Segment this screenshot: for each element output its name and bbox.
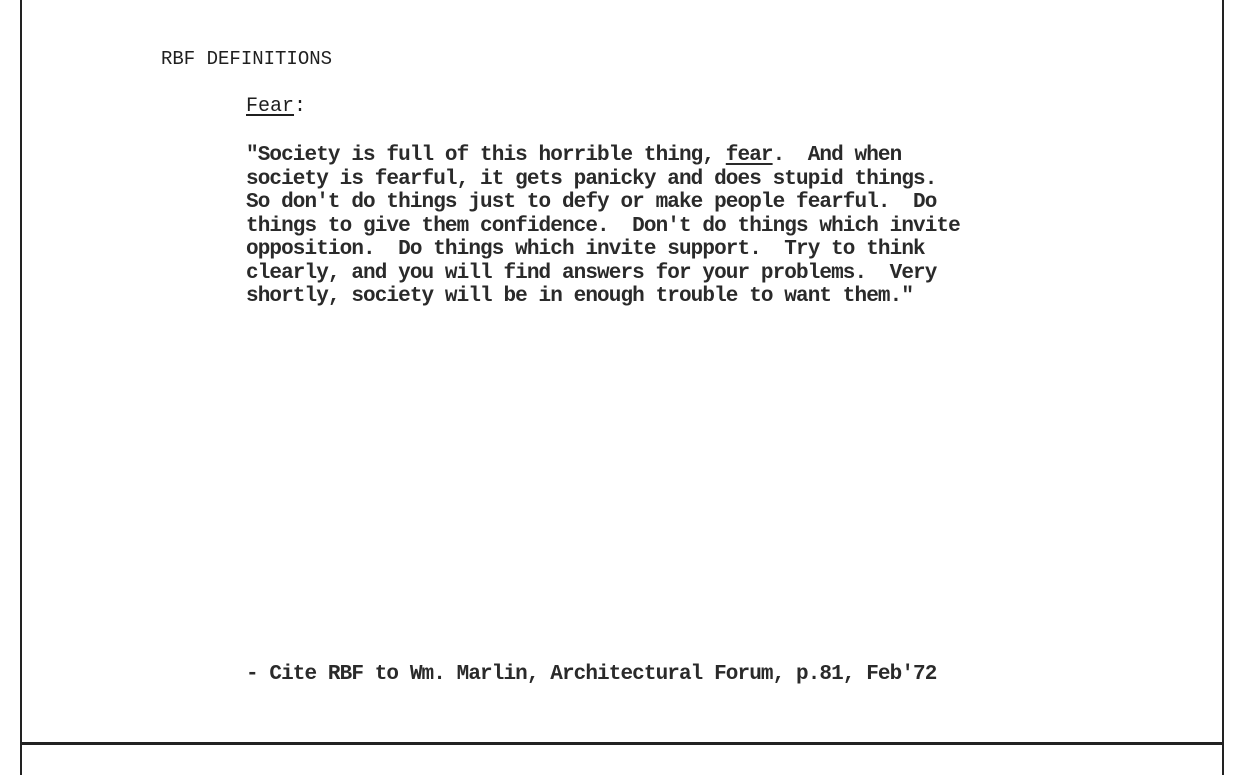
definition-quote — [246, 144, 960, 309]
quote-line-1 — [246, 144, 960, 168]
document-heading: RBF DEFINITIONS — [161, 48, 333, 70]
quote-line-7: shortly, society will be in enough trouble to want them." — [246, 285, 914, 308]
quote-line-2: society is fearful, it gets panicky and does stupid things. — [246, 167, 937, 191]
emphasized-word: fear — [725, 144, 773, 167]
quote-line-1-start: "Society is full of this horrible thing, — [246, 144, 726, 167]
quote-line-5: opposition. Do things which invite support. Try to think — [246, 238, 925, 261]
card-border — [20, 0, 1224, 745]
quote-line-4: things to give them confidence. Don't do things which invite — [246, 214, 960, 238]
definition-term — [246, 95, 306, 118]
quote-line-1-end: . And when — [772, 144, 902, 167]
source-citation: - Cite RBF to Wm. Marlin, Architectural Forum, p.81, Feb'72 — [246, 663, 937, 686]
term-colon: : — [294, 95, 307, 118]
quote-line-6: clearly, and you will find answers for your problems. Very — [246, 261, 937, 285]
quote-line-3: So don't do things just to defy or make people fearful. Do — [246, 191, 937, 214]
term-word: Fear — [246, 95, 295, 118]
next-card-border — [20, 745, 1224, 775]
